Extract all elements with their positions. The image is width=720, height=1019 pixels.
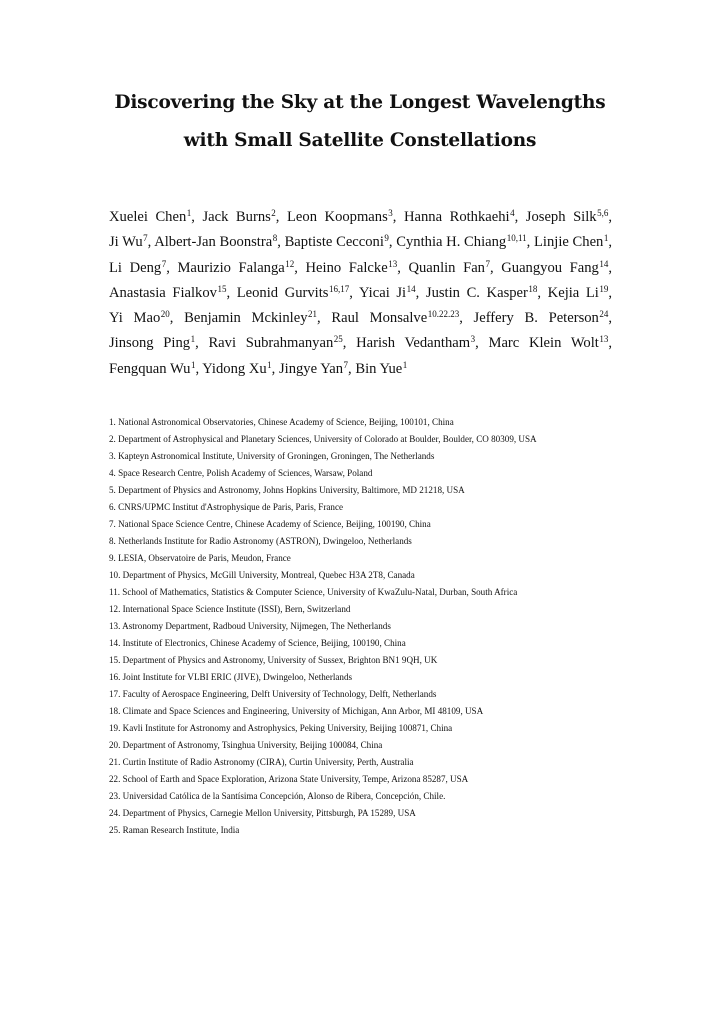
author-list [109, 205, 612, 382]
author-affiliation-mark: 15 [217, 283, 227, 294]
author-affiliation-mark: 5,6 [597, 208, 609, 218]
author-name: Leonid Gurvits [236, 284, 329, 301]
title-line: Discovering the Sky at the Longest Wavelengths [114, 92, 606, 113]
paper-title [60, 84, 660, 160]
author: Kejia Li$^{19}$, [547, 283, 613, 301]
author: Anastasia Fialkov$^{15}$, [109, 283, 231, 301]
affiliation-item: 12. International Space Science Institute (ISSI), Bern, Switzerland [109, 604, 351, 614]
author-name: Ji Wu [109, 234, 143, 251]
author-affiliation-mark: 19 [599, 283, 609, 294]
author-name: Albert-Jan Boonstra [154, 234, 273, 251]
author-name: Jinsong Ping [109, 335, 191, 352]
author-affiliation-mark: 1 [190, 359, 196, 370]
affiliation-item: 13. Astronomy Department, Radboud University, Nijmegen, The Netherlands [109, 621, 391, 631]
author-name: Harish Vedantham [356, 335, 471, 352]
author-name: Linjie Chen [534, 234, 604, 251]
author-name: Cynthia H. Chiang [396, 234, 507, 251]
author: Marc Klein Wolt$^{13}$, [488, 334, 612, 352]
author-affiliation-mark: 1 [186, 208, 192, 218]
author-name: Hanna Rothkaehi [403, 209, 510, 225]
author-name: Xuelei Chen [109, 209, 187, 225]
author-affiliation-mark: 14 [599, 258, 609, 269]
author-affiliation-mark: 1 [402, 359, 408, 370]
author-name: Benjamin Mckinley [184, 310, 308, 327]
author: Jeffery B. Peterson$^{24}$, [473, 309, 612, 327]
affiliation-item: 25. Raman Research Institute, India [109, 825, 240, 835]
affiliation-item: 20. Department of Astronomy, Tsinghua University, Beijing 100084, China [109, 740, 383, 750]
affiliation-item: 5. Department of Physics and Astronomy, Johns Hopkins University, Baltimore, MD 21218, USA [109, 485, 465, 495]
author-affiliation-mark: 12 [285, 258, 295, 269]
author-name: Ravi Subrahmanyan [208, 335, 334, 352]
author: Cynthia H. Chiang$^{10,11}$, [396, 233, 531, 251]
author: Yicai Ji$^{14}$, [358, 283, 420, 301]
author-affiliation-mark: 1 [267, 359, 272, 370]
author: Linjie Chen$^1$, [534, 233, 613, 251]
author: Yidong Xu$^1$, [202, 359, 276, 377]
affiliation-item: 24. Department of Physics, Carnegie Mellon University, Pittsburgh, PA 15289, USA [109, 808, 416, 818]
author: Heino Falcke$^{13}$, [305, 258, 401, 276]
author-affiliation-mark: 7 [343, 359, 349, 370]
affiliation-item: 10. Department of Physics, McGill University, Montreal, Quebec H3A 2T8, Canada [109, 570, 415, 580]
affiliation-item: 4. Space Research Centre, Polish Academy of Sciences, Warsaw, Poland [109, 468, 373, 478]
author: Leon Koopmans$^3$, [287, 208, 397, 225]
affiliation-item: 16. Joint Institute for VLBI ERIC (JIVE), Dwingeloo, Netherlands [109, 672, 353, 682]
author-name: Bin Yue [355, 360, 403, 377]
author-affiliation-mark: 16,17 [328, 283, 350, 294]
author: Maurizio Falanga$^{12}$, [177, 258, 298, 276]
author-name: Leon Koopmans [287, 209, 388, 225]
author-affiliation-mark: 21 [308, 309, 317, 320]
author-name: Yidong Xu [202, 360, 267, 377]
author-name: Guangyou Fang [501, 259, 599, 276]
author-affiliation-mark: 7 [161, 258, 167, 269]
author-name: Heino Falcke [305, 259, 388, 276]
author-name: Fengquan Wu [109, 360, 191, 377]
author: Ji Wu$^7$, [109, 233, 152, 251]
author: Baptiste Cecconi$^9$, [284, 233, 393, 251]
author-name: Maurizio Falanga [177, 259, 285, 276]
author: Albert-Jan Boonstra$^8$, [154, 233, 281, 251]
author: Harish Vedantham$^3$, [356, 334, 479, 352]
author-name: Yicai Ji [358, 284, 407, 301]
affiliation-item: 3. Kapteyn Astronomical Institute, University of Groningen, Groningen, The Netherlands [109, 451, 435, 461]
author-affiliation-mark: 14 [406, 283, 416, 294]
author-name: Jack Burns [202, 209, 271, 225]
author-affiliation-mark: 1 [190, 334, 196, 345]
author-name: Raul Monsalve [331, 310, 428, 327]
author-affiliation-mark: 8 [272, 233, 278, 244]
author-affiliation-mark: 1 [603, 233, 609, 244]
affiliation-item: 21. Curtin Institute of Radio Astronomy (CIRA), Curtin University, Perth, Australia [109, 757, 414, 767]
author: Ravi Subrahmanyan$^{25}$, [208, 334, 347, 352]
affiliation-item: 17. Faculty of Aerospace Engineering, Delft University of Technology, Delft, Netherlands [109, 689, 437, 699]
author-affiliation-mark: 13 [599, 334, 609, 345]
author: Yi Mao$^{20}$, [109, 309, 174, 327]
affiliation-item: 11. School of Mathematics, Statistics & Computer Science, University of KwaZulu-Natal, Durban, South Africa [109, 587, 518, 597]
author: Joseph Silk$^{5,6}$, [525, 208, 612, 225]
author-affiliation-mark: 24 [599, 309, 609, 320]
author-affiliation-mark: 9 [384, 233, 389, 244]
author-name: Yi Mao [109, 310, 161, 327]
affiliation-item: 22. School of Earth and Space Exploration, Arizona State University, Tempe, Arizona 85287, USA [109, 774, 469, 784]
author-name: Marc Klein Wolt [488, 335, 599, 352]
author-affiliation-mark: 10.22.23 [427, 309, 460, 320]
author-name: Quanlin Fan [408, 259, 485, 276]
author: Xuelei Chen$^1$, [109, 208, 195, 225]
author: Fengquan Wu$^1$, [109, 359, 200, 377]
author-affiliation-mark: 4 [510, 208, 515, 218]
author-affiliation-mark: 10,11 [506, 233, 527, 244]
affiliation-item: 7. National Space Science Centre, Chinese Academy of Science, Beijing, 100190, China [109, 519, 431, 529]
author: Jack Burns$^2$, [202, 208, 280, 225]
author-affiliation-mark: 2 [271, 208, 276, 218]
author-affiliation-mark: 3 [470, 334, 476, 345]
author: Jingye Yan$^7$, [278, 359, 352, 377]
author-affiliation-mark: 3 [388, 208, 393, 218]
affiliation-item: 8. Netherlands Institute for Radio Astronomy (ASTRON), Dwingeloo, Netherlands [109, 536, 412, 546]
author-name: Justin C. Kasper [425, 284, 528, 301]
author: Hanna Rothkaehi$^4$, [403, 208, 519, 225]
affiliation-item: 15. Department of Physics and Astronomy, University of Sussex, Brighton BN1 9QH, UK [109, 655, 438, 665]
affiliation-item: 1. National Astronomical Observatories, Chinese Academy of Science, Beijing, 100101, China [109, 417, 454, 427]
affiliation-item: 14. Institute of Electronics, Chinese Academy of Science, Beijing, 100190, China [109, 638, 406, 648]
author-name: Anastasia Fialkov [109, 284, 217, 301]
author-affiliation-mark: 7 [143, 233, 148, 244]
author-name: Jeffery B. Peterson [473, 310, 599, 327]
author [355, 361, 407, 377]
author: Quanlin Fan$^7$, [408, 258, 494, 276]
affiliation-item: 6. CNRS/UPMC Institut d'Astrophysique de Paris, Paris, France [109, 502, 344, 512]
title-line: with Small Satellite Constellations [183, 130, 537, 151]
author-affiliation-mark: 25 [333, 334, 343, 345]
author-name: Li Deng [109, 259, 162, 276]
affiliation-item: 2. Department of Astrophysical and Planetary Sciences, University of Colorado at Boulder, Boulder, CO 80309, USA [109, 434, 537, 444]
author-affiliation-mark: 13 [388, 258, 398, 269]
author: Li Deng$^7$, [109, 258, 170, 276]
affiliation-list [109, 414, 669, 839]
author-affiliation-mark: 20 [160, 309, 170, 320]
author: Benjamin Mckinley$^{21}$, [184, 309, 321, 327]
affiliation-item: 23. Universidad Católica de la Santísima Concepción, Alonso de Ribera, Concepción, Chile. [109, 791, 446, 801]
author: Guangyou Fang$^{14}$, [501, 258, 612, 276]
author-name: Joseph Silk [525, 209, 597, 225]
author-name: Kejia Li [547, 284, 599, 301]
affiliation-item: 9. LESIA, Observatoire de Paris, Meudon, France [109, 553, 291, 563]
author: Justin C. Kasper$^{18}$, [425, 283, 542, 301]
author-affiliation-mark: 18 [528, 283, 538, 294]
author: Leonid Gurvits$^{16,17}$, [236, 283, 353, 301]
affiliation-item: 19. Kavli Institute for Astronomy and Astrophysics, Peking University, Beijing 100871, China [109, 723, 453, 733]
author-affiliation-mark: 7 [485, 258, 490, 269]
author-name: Jingye Yan [278, 360, 344, 377]
author-name: Baptiste Cecconi [284, 234, 384, 251]
author: Jinsong Ping$^1$, [109, 334, 199, 352]
author: Raul Monsalve$^{10.22.23}$, [331, 309, 463, 327]
affiliation-item: 18. Climate and Space Sciences and Engineering, University of Michigan, Ann Arbor, MI 48109, USA [109, 706, 484, 716]
